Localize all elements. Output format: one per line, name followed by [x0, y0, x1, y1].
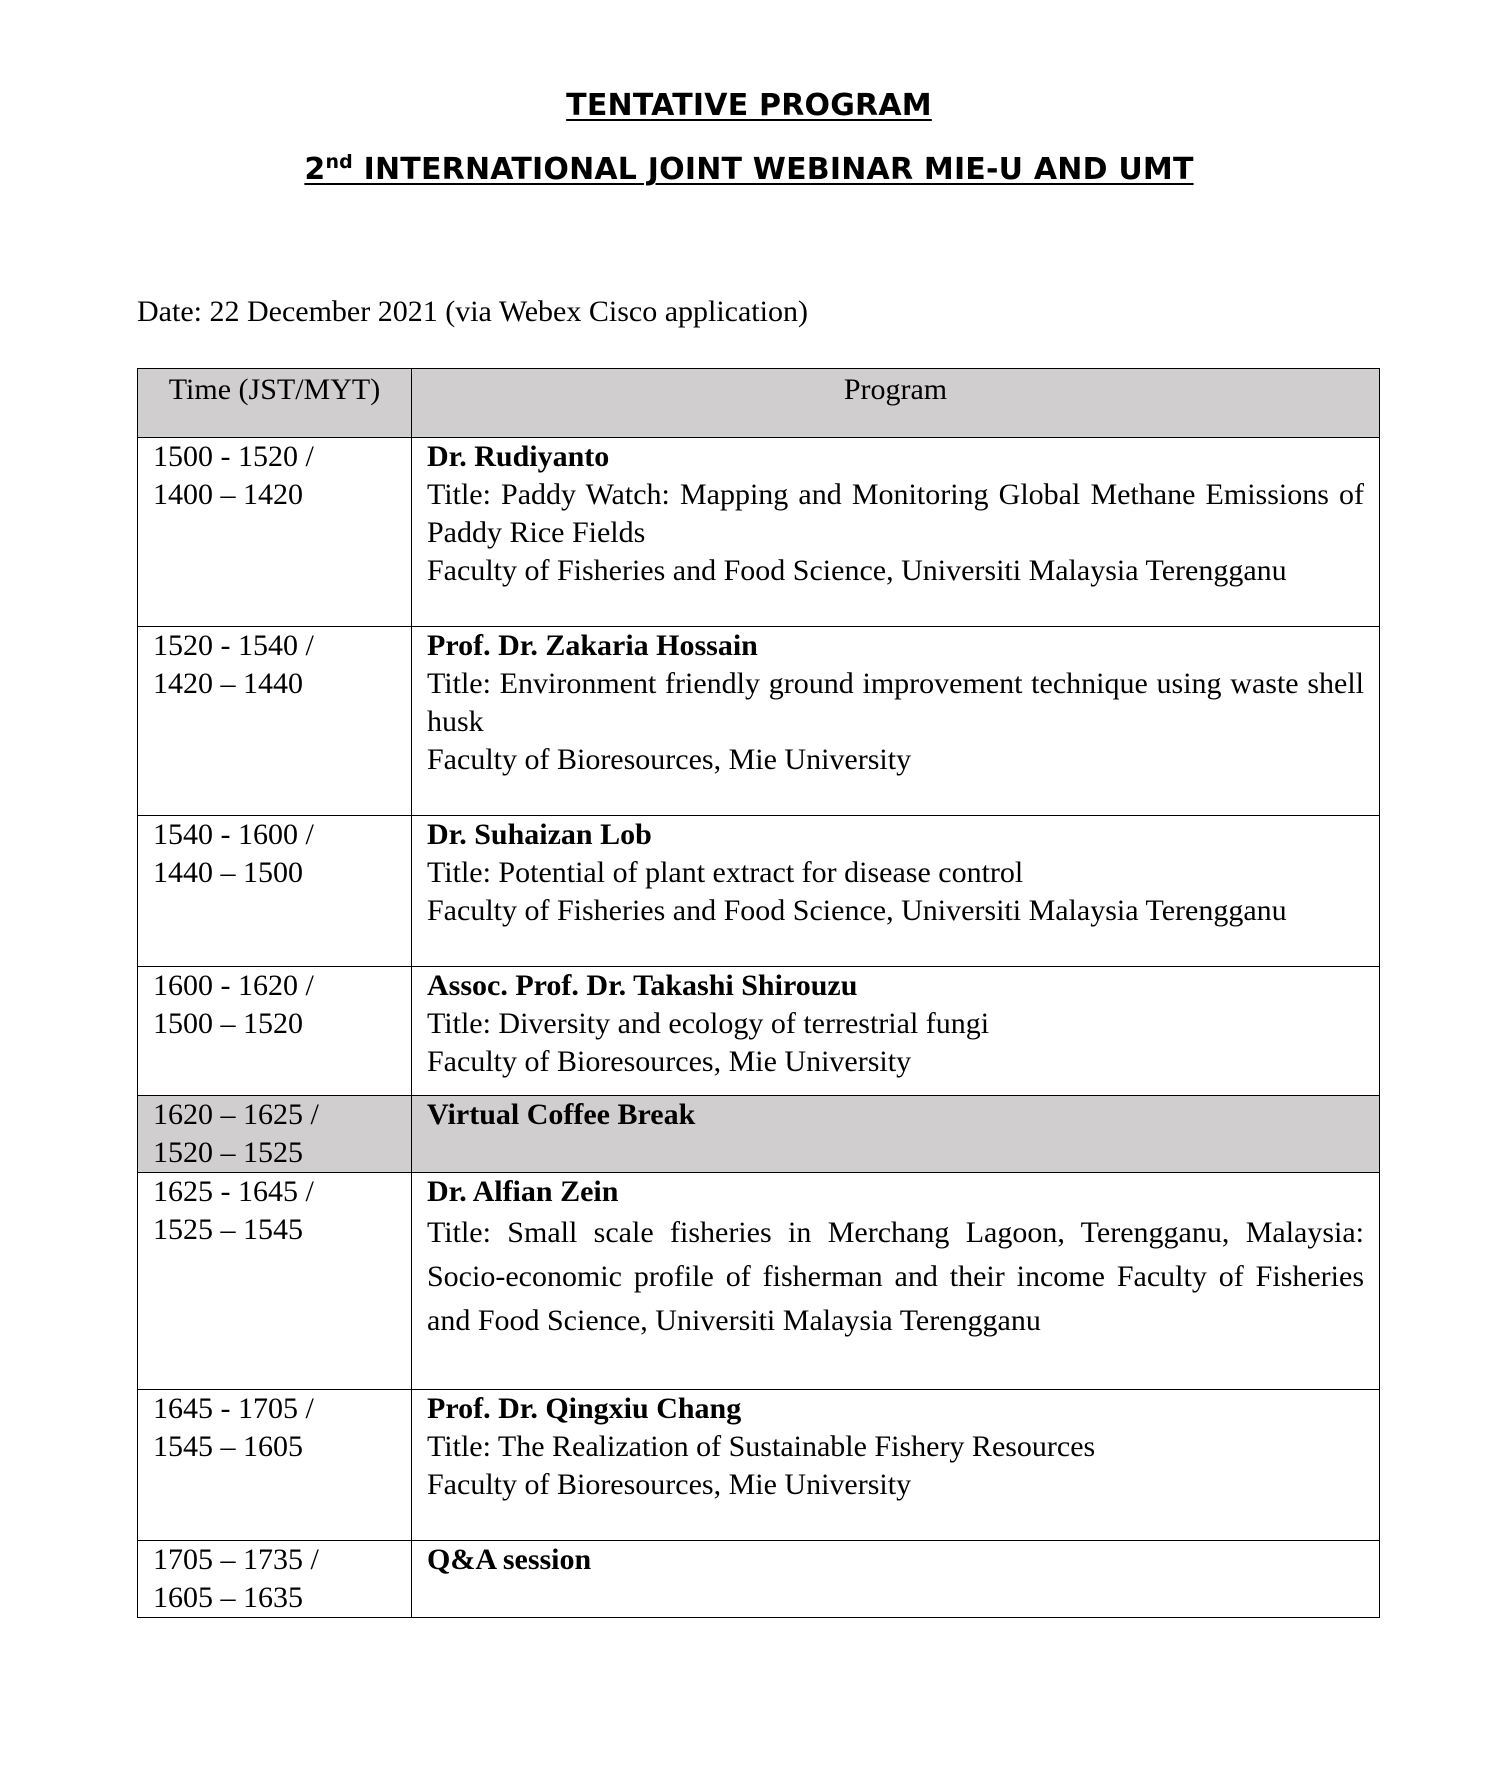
date-line: Date: 22 December 2021 (via Webex Cisco application) — [137, 295, 808, 328]
speaker-name: Prof. Dr. Zakaria Hossain — [427, 629, 758, 662]
time-myt: 1545 – 1605 — [153, 1430, 303, 1463]
talk-title: Title: The Realization of Sustainable Fishery Resources — [427, 1430, 1096, 1463]
talk-title: Title: Small scale fisheries in Merchang Lagoon, Terengganu, Malaysia: Socio-economic profile of fisherman and their income Faculty of Fisheries and Food Science, Universiti Malaysia Terengganu — [427, 1216, 1364, 1337]
subtitle-superscript: nd — [325, 151, 353, 173]
time-myt: 1605 – 1635 — [153, 1581, 303, 1614]
speaker-affiliation: Faculty of Fisheries and Food Science, Universiti Malaysia Terengganu — [427, 554, 1287, 587]
subtitle-text: INTERNATIONAL JOINT WEBINAR MIE-U AND UMT — [352, 152, 1194, 187]
time-myt: 1525 – 1545 — [153, 1213, 303, 1246]
speaker-affiliation: Faculty of Bioresources, Mie University — [427, 1045, 912, 1078]
program-cell — [412, 1541, 1380, 1618]
time-jst: 1540 - 1600 / — [153, 818, 314, 851]
speaker-name: Dr. Alfian Zein — [427, 1175, 619, 1208]
time-jst: 1520 - 1540 / — [153, 629, 314, 662]
time-cell — [138, 1390, 412, 1541]
talk-title: Title: Diversity and ecology of terrestrial fungi — [427, 1007, 990, 1040]
time-cell — [138, 1096, 412, 1173]
time-myt: 1420 – 1440 — [153, 667, 303, 700]
time-jst: 1620 – 1625 / — [153, 1098, 319, 1131]
program-cell — [412, 1390, 1380, 1541]
table-row — [138, 627, 1380, 816]
speaker-name: Assoc. Prof. Dr. Takashi Shirouzu — [427, 969, 858, 1002]
time-jst: 1705 – 1735 / — [153, 1543, 319, 1576]
speaker-name: Dr. Rudiyanto — [427, 440, 610, 473]
time-cell — [138, 1173, 412, 1390]
page-subtitle — [0, 152, 1498, 187]
time-myt: 1400 – 1420 — [153, 478, 303, 511]
time-cell — [138, 816, 412, 967]
table-row-break — [138, 1096, 1380, 1173]
time-cell — [138, 627, 412, 816]
talk-title: Title: Environment friendly ground improvement technique using waste shell husk — [427, 667, 1364, 738]
break-label: Virtual Coffee Break — [427, 1098, 696, 1131]
time-myt: 1500 – 1520 — [153, 1007, 303, 1040]
time-cell — [138, 1541, 412, 1618]
time-jst: 1645 - 1705 / — [153, 1392, 314, 1425]
talk-title: Title: Potential of plant extract for disease control — [427, 856, 1024, 889]
time-jst: 1625 - 1645 / — [153, 1175, 314, 1208]
time-jst: 1500 - 1520 / — [153, 440, 314, 473]
table-row — [138, 1541, 1380, 1618]
subtitle-ordinal: 2 — [304, 152, 326, 187]
time-jst: 1600 - 1620 / — [153, 969, 314, 1002]
session-label: Q&A session — [427, 1543, 592, 1576]
program-cell — [412, 438, 1380, 627]
program-cell — [412, 1096, 1380, 1173]
speaker-affiliation: Faculty of Fisheries and Food Science, Universiti Malaysia Terengganu — [427, 894, 1287, 927]
program-cell — [412, 627, 1380, 816]
table-row — [138, 967, 1380, 1096]
program-cell — [412, 1173, 1380, 1390]
program-table — [137, 368, 1380, 1618]
time-cell — [138, 438, 412, 627]
program-cell — [412, 816, 1380, 967]
time-myt: 1440 – 1500 — [153, 856, 303, 889]
page-title: TENTATIVE PROGRAM — [566, 88, 932, 123]
table-row — [138, 1390, 1380, 1541]
speaker-affiliation: Faculty of Bioresources, Mie University — [427, 1468, 912, 1501]
speaker-name: Dr. Suhaizan Lob — [427, 818, 652, 851]
time-myt: 1520 – 1525 — [153, 1136, 303, 1169]
table-header-row — [138, 369, 1380, 438]
table-row — [138, 816, 1380, 967]
speaker-affiliation: Faculty of Bioresources, Mie University — [427, 743, 912, 776]
time-cell — [138, 967, 412, 1096]
column-header-time: Time (JST/MYT) — [138, 369, 412, 438]
table-row — [138, 438, 1380, 627]
speaker-name: Prof. Dr. Qingxiu Chang — [427, 1392, 742, 1425]
program-cell — [412, 967, 1380, 1096]
table-row — [138, 1173, 1380, 1390]
talk-title: Title: Paddy Watch: Mapping and Monitoring Global Methane Emissions of Paddy Rice Fields — [427, 478, 1364, 549]
column-header-program: Program — [412, 369, 1380, 438]
